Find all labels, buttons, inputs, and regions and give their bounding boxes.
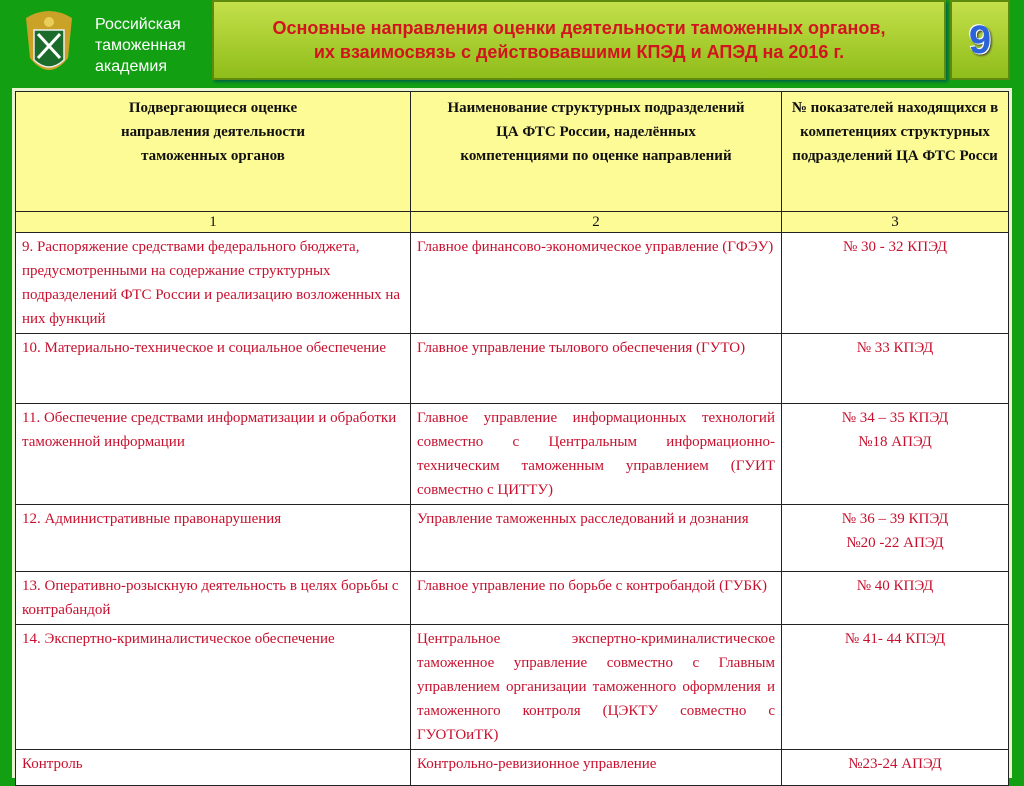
direction-cell: 10. Материально-техническое и социальное обеспечение bbox=[16, 334, 411, 404]
column-number: 1 bbox=[16, 212, 411, 233]
column-header: № показателей находящихся в компетенциях структурных подразделений ЦА ФТС Росси bbox=[782, 92, 1009, 212]
direction-cell: 12. Административные правонарушения bbox=[16, 505, 411, 572]
indicators-table-container bbox=[12, 88, 1012, 778]
indicators-cell bbox=[782, 233, 1009, 334]
slide-title bbox=[212, 0, 946, 80]
table-row bbox=[16, 334, 1009, 404]
title-line: их взаимосвязь с действовавшими КПЭД и АПЭД на 2016 г. bbox=[313, 42, 845, 62]
direction-cell: Контроль bbox=[16, 750, 411, 786]
slide-number: 9 bbox=[950, 0, 1010, 80]
table-row bbox=[16, 233, 1009, 334]
indicators-cell bbox=[782, 505, 1009, 572]
title-line: Основные направления оценки деятельности таможенных органов, bbox=[272, 18, 886, 38]
indicator: № 30 - 32 КПЭД bbox=[842, 239, 948, 255]
column-header: Наименование структурных подразделений ЦА ФТС России, наделённых компетенциями по оценке направлений bbox=[411, 92, 782, 212]
indicators-cell bbox=[782, 625, 1009, 750]
table-row bbox=[16, 404, 1009, 505]
column-number: 2 bbox=[411, 212, 782, 233]
org-line: Российская bbox=[95, 16, 181, 33]
direction-cell: 11. Обеспечение средствами информатизации и обработки таможенной информации bbox=[16, 404, 411, 505]
indicators-cell bbox=[782, 334, 1009, 404]
table-row bbox=[16, 625, 1009, 750]
indicator: №23-24 АПЭД bbox=[848, 756, 942, 772]
customs-academy-emblem-icon bbox=[18, 8, 80, 82]
indicators-cell bbox=[782, 404, 1009, 505]
unit-cell: Главное управление информационных технологий совместно с Центральным информационно-техническим таможенным управлением (ГУИТ совместно с ЦИТТУ) bbox=[411, 404, 782, 505]
indicator: №18 АПЭД bbox=[858, 434, 932, 450]
org-line: таможенная bbox=[95, 37, 186, 54]
table-row bbox=[16, 505, 1009, 572]
indicators-cell bbox=[782, 750, 1009, 786]
indicators-cell bbox=[782, 572, 1009, 625]
org-line: академия bbox=[95, 58, 167, 75]
indicators-table bbox=[15, 91, 1009, 786]
unit-cell: Главное управление тылового обеспечения (ГУТО) bbox=[411, 334, 782, 404]
indicator: № 41- 44 КПЭД bbox=[844, 631, 946, 647]
unit-cell: Контрольно-ревизионное управление bbox=[411, 750, 782, 786]
direction-cell: 14. Экспертно-криминалистическое обеспечение bbox=[16, 625, 411, 750]
unit-cell: Центральное экспертно-криминалистическое таможенное управление совместно с Главным управлением организации таможенного оформления и таможенного контроля (ЦЭКТУ совместно с ГУОТОиТК) bbox=[411, 625, 782, 750]
table-row bbox=[16, 572, 1009, 625]
column-header: Подвергающиеся оценке направления деятельности таможенных органов bbox=[16, 92, 411, 212]
indicator: № 40 КПЭД bbox=[856, 578, 934, 594]
indicator: № 34 – 35 КПЭД bbox=[841, 410, 949, 426]
direction-cell: 13. Оперативно-розыскную деятельность в целях борьбы с контрабандой bbox=[16, 572, 411, 625]
indicator: №20 -22 АПЭД bbox=[846, 535, 944, 551]
direction-cell: 9. Распоряжение средствами федерального бюджета, предусмотренными на содержание структурных подразделений ФТС России и реализацию возложенных на них функций bbox=[16, 233, 411, 334]
indicator: № 33 КПЭД bbox=[856, 340, 934, 356]
table-row bbox=[16, 750, 1009, 786]
unit-cell: Главное управление по борьбе с контробандой (ГУБК) bbox=[411, 572, 782, 625]
unit-cell: Главное финансово-экономическое управление (ГФЭУ) bbox=[411, 233, 782, 334]
organization-name bbox=[95, 14, 186, 77]
indicator: № 36 – 39 КПЭД bbox=[841, 511, 949, 527]
column-number: 3 bbox=[782, 212, 1009, 233]
unit-cell: Управление таможенных расследований и дознания bbox=[411, 505, 782, 572]
